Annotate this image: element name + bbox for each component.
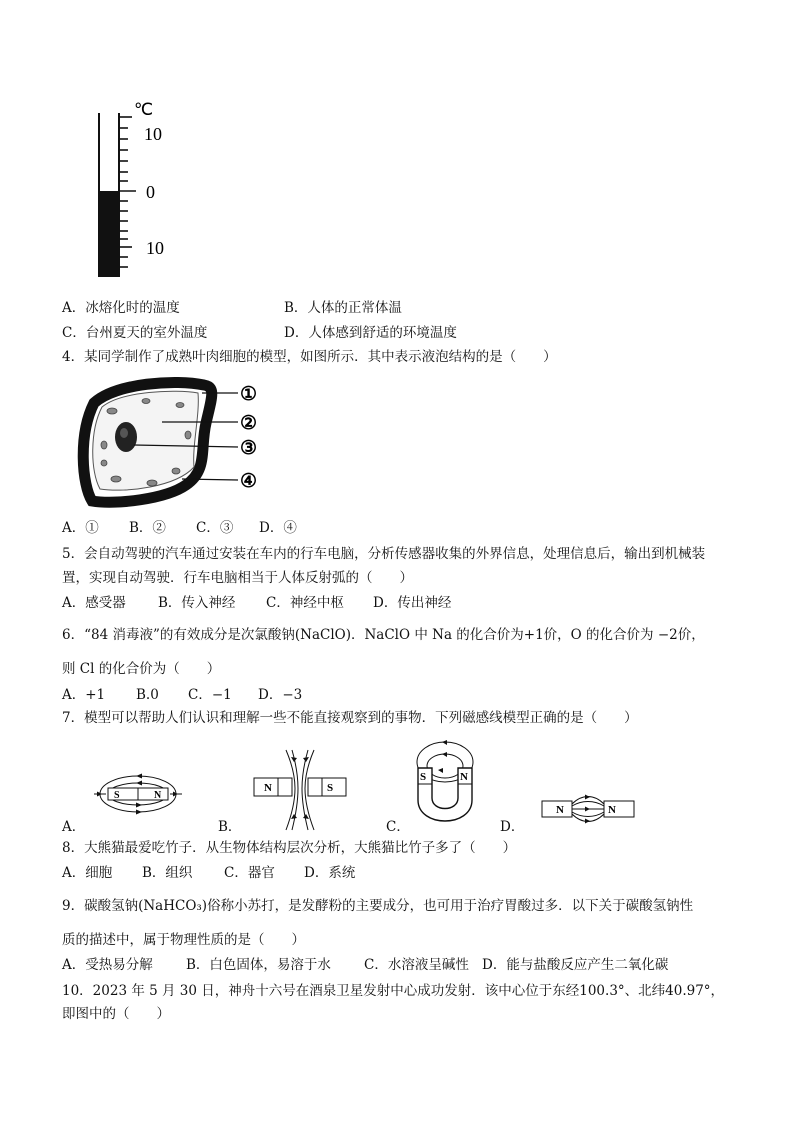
magnet-b-pole-left: N	[264, 782, 272, 794]
q9-option-c[interactable]: C．水溶液呈碱性	[364, 957, 469, 973]
magnet-figure-c[interactable]	[410, 740, 480, 832]
q9-stem-line2: 质的描述中，属于物理性质的是（ ）	[62, 932, 305, 948]
q6-stem-line1: 6．“84 消毒液”的有效成分是次氯酸钠(NaClO)．NaClO 中 Na 的化合价为+1价，O 的化合价为 −2价，	[62, 627, 705, 643]
magnet-figure-b[interactable]	[250, 748, 350, 832]
q6-option-d[interactable]: D．−3	[258, 687, 303, 703]
thermometer-tick-label: 10	[144, 124, 162, 144]
q6-option-a[interactable]: A．+1	[62, 687, 106, 703]
cell-label-4: ④	[240, 471, 258, 492]
q7-option-c[interactable]: C．	[386, 819, 410, 835]
q8-option-b[interactable]: B．组织	[142, 865, 193, 881]
q10-stem-line1: 10．2023 年 5 月 30 日，神舟十六号在酒泉卫星发射中心成功发射．该中心位于东经100.3°、北纬40.97°，	[62, 983, 725, 999]
q3-option-d[interactable]: D．人体感到舒适的环境温度	[284, 325, 457, 341]
q8-option-a[interactable]: A．细胞	[62, 865, 113, 881]
thermometer-unit: ℃	[134, 100, 154, 119]
q5-option-d[interactable]: D．传出神经	[373, 595, 452, 611]
q6-option-c[interactable]: C．−1	[188, 687, 232, 703]
magnet-figure-d[interactable]	[540, 792, 636, 828]
q7-option-d[interactable]: D．	[500, 819, 525, 835]
thermometer-figure	[90, 95, 180, 280]
q5-stem-line1: 5．会自动驾驶的汽车通过安装在车内的行车电脑，分析传感器收集的外界信息，处理信息后，输出到机械装	[62, 546, 706, 562]
q7-option-b[interactable]: B．	[218, 819, 242, 835]
q7-stem: 7．模型可以帮助人们认识和理解一些不能直接观察到的事物．下列磁感线模型正确的是（ ）	[62, 710, 638, 726]
q5-option-b[interactable]: B．传入神经	[158, 595, 236, 611]
q3-option-b[interactable]: B．人体的正常体温	[284, 300, 402, 316]
cell-label-2: ②	[240, 413, 258, 434]
magnet-a-pole-right: N	[154, 790, 162, 801]
q4-option-a[interactable]: A．①	[62, 520, 99, 536]
q5-stem-line2: 置，实现自动驾驶．行车电脑相当于人体反射弧的（ ）	[62, 570, 413, 586]
q5-option-c[interactable]: C．神经中枢	[266, 595, 344, 611]
leaf-cell-model-figure	[76, 375, 276, 510]
q4-option-b[interactable]: B．②	[129, 520, 166, 536]
q7-option-a[interactable]: A．	[62, 819, 86, 835]
magnet-c-pole-right: N	[460, 771, 468, 783]
q8-stem: 8．大熊猫最爱吃竹子．从生物体结构层次分析，大熊猫比竹子多了（ ）	[62, 840, 517, 856]
magnet-a-pole-left: S	[114, 790, 120, 801]
cell-label-1: ①	[240, 384, 258, 405]
cell-label-3: ③	[240, 438, 258, 459]
q4-option-d[interactable]: D．④	[259, 520, 297, 536]
magnet-d-pole-right: N	[608, 804, 616, 816]
q8-option-c[interactable]: C．器官	[224, 865, 275, 881]
q6-stem-line2: 则 Cl 的化合价为（ ）	[62, 661, 221, 677]
q6-option-b[interactable]: B.0	[136, 687, 159, 703]
magnet-figure-a[interactable]	[92, 758, 184, 832]
q9-option-d[interactable]: D．能与盐酸反应产生二氧化碳	[482, 957, 669, 973]
q9-option-b[interactable]: B．白色固体，易溶于水	[186, 957, 331, 973]
q9-stem-line1: 9．碳酸氢钠(NaHCO₃)俗称小苏打，是发酵粉的主要成分，也可用于治疗胃酸过多．以下关于碳酸氢钠性	[62, 898, 694, 914]
q4-option-c[interactable]: C．③	[196, 520, 234, 536]
q3-option-c[interactable]: C．台州夏天的室外温度	[62, 325, 208, 341]
q9-option-a[interactable]: A．受热易分解	[62, 957, 153, 973]
thermometer-tick-label: 10	[146, 238, 164, 258]
thermometer-tick-label: 0	[146, 182, 155, 202]
q3-option-a[interactable]: A．冰熔化时的温度	[62, 300, 180, 316]
magnet-c-pole-left: S	[420, 771, 427, 783]
magnet-d-pole-left: N	[556, 804, 564, 816]
magnet-b-pole-right: S	[327, 782, 334, 794]
q4-stem: 4．某同学制作了成熟叶肉细胞的模型，如图所示．其中表示液泡结构的是（ ）	[62, 349, 557, 365]
q10-stem-line2: 即图中的（ ）	[62, 1006, 170, 1022]
q5-option-a[interactable]: A．感受器	[62, 595, 126, 611]
q8-option-d[interactable]: D．系统	[304, 865, 356, 881]
